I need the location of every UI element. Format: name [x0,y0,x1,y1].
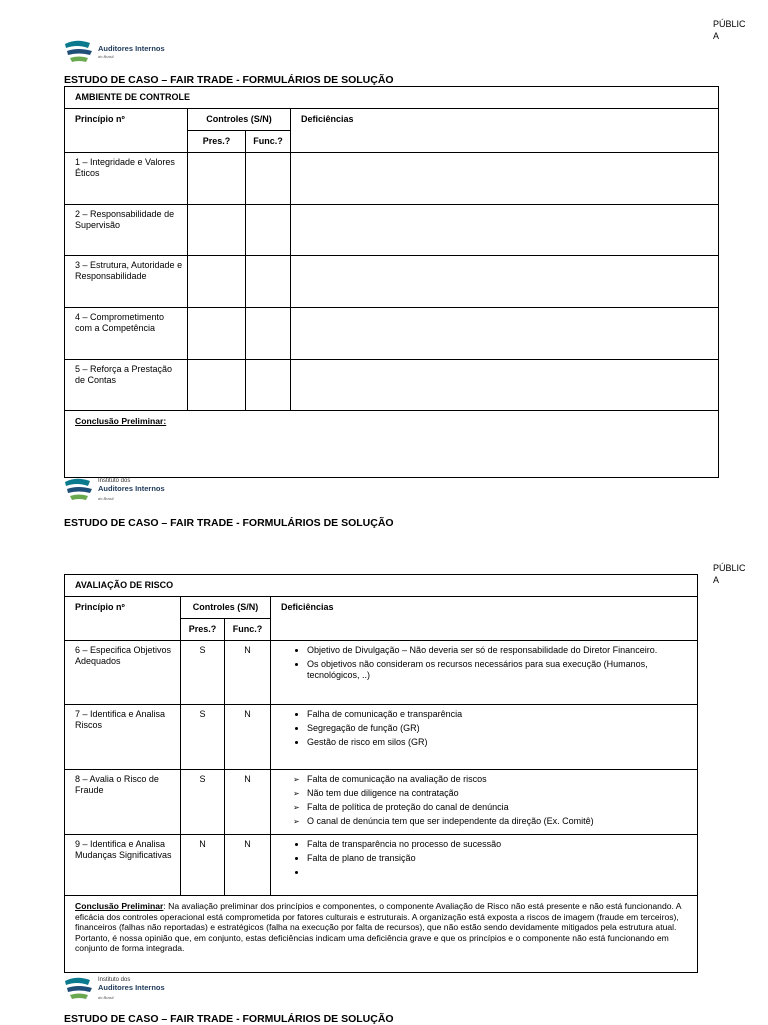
func-cell: N [225,641,271,705]
deficiency-item: ➢ Falta de política de proteção do canal de denúncia [293,802,687,813]
col-controls: Controles (S/N) [188,109,291,131]
pres-cell: S [181,705,225,770]
func-cell [246,153,291,205]
principle-cell: 7 – Identifica e Analisa Riscos [65,705,181,770]
col-deficiencies: Deficiências [291,109,719,153]
deficiency-item: ➢ O canal de denúncia tem que ser independente da direção (Ex. Comitê) [293,816,687,827]
col-principle: Princípio nº [65,109,188,153]
pres-cell [188,205,246,256]
table-row [65,770,698,835]
col-controls: Controles (S/N) [181,597,271,619]
logo-mark-icon [64,40,96,64]
col-func: Func.? [225,619,271,641]
pres-cell: S [181,770,225,835]
deficiency-cell [271,835,698,896]
table-row [65,205,719,256]
conclusion-label: Conclusão Preliminar [75,901,164,911]
col-pres: Pres.? [188,131,246,153]
principle-cell: 4 – Comprometimento com a Competência [65,308,188,360]
deficiency-item: • Segregação de função (GR) [307,723,687,734]
deficiency-item: ➢ Falta de comunicação na avaliação de riscos [293,774,687,785]
deficiency-cell [291,256,719,308]
page-heading: ESTUDO DE CASO – FAIR TRADE - FORMULÁRIOS DE SOLUÇÃO [64,1013,394,1025]
deficiency-item: • Gestão de risco em silos (GR) [307,737,687,748]
logo-mark-icon [64,977,96,1001]
table-row [65,835,698,896]
page-heading: ESTUDO DE CASO – FAIR TRADE - FORMULÁRIOS DE SOLUÇÃO [64,74,394,86]
func-cell [246,205,291,256]
pres-cell: S [181,641,225,705]
logo: Instituto dos Auditores Internos do Brasil [64,478,174,504]
table-title: AMBIENTE DE CONTROLE [65,87,719,109]
table-row [65,153,719,205]
deficiency-item: ➢ Não tem due diligence na contratação [293,788,687,799]
principle-cell: 2 – Responsabilidade de Supervisão [65,205,188,256]
principle-cell: 8 – Avalia o Risco de Fraude [65,770,181,835]
deficiency-cell [291,360,719,411]
logo-mark-icon [64,478,96,502]
principle-cell: 9 – Identifica e Analisa Mudanças Significativas [65,835,181,896]
table-row [65,360,719,411]
func-cell [246,256,291,308]
public-label: PÚBLIC A [713,19,746,41]
table-title: AVALIAÇÃO DE RISCO [65,575,698,597]
pres-cell [188,256,246,308]
deficiency-item: • Falta de transparência no processo de sucessão [307,839,687,850]
conclusion-label: Conclusão Preliminar: [75,416,167,426]
pres-cell [188,308,246,360]
col-pres: Pres.? [181,619,225,641]
func-cell: N [225,770,271,835]
principle-cell: 1 – Integridade e Valores Éticos [65,153,188,205]
deficiency-item: • Objetivo de Divulgação – Não deveria ser só de responsabilidade do Diretor Financeiro. [307,645,687,656]
func-cell [246,308,291,360]
func-cell: N [225,705,271,770]
deficiency-cell [291,205,719,256]
pres-cell [188,360,246,411]
deficiency-cell [271,705,698,770]
principle-cell: 6 – Especifica Objetivos Adequados [65,641,181,705]
deficiency-item: • Os objetivos não consideram os recursos necessários para sua execução (Humanos, tecnológicos, ..) [307,659,687,681]
risk-assessment-table [64,574,698,973]
table-row [65,256,719,308]
control-environment-table [64,86,719,478]
principle-cell: 5 – Reforça a Prestação de Contas [65,360,188,411]
public-label: PÚBLIC A [713,563,746,585]
table-row [65,705,698,770]
page-heading: ESTUDO DE CASO – FAIR TRADE - FORMULÁRIOS DE SOLUÇÃO [64,517,394,529]
deficiency-item: • Falha de comunicação e transparência [307,709,687,720]
deficiency-cell [271,770,698,835]
conclusion-cell [65,411,719,478]
pres-cell: N [181,835,225,896]
logo: Auditores Internos do Brasil [64,40,174,66]
func-cell [246,360,291,411]
pres-cell [188,153,246,205]
func-cell: N [225,835,271,896]
logo: Instituto dos Auditores Internos do Brasil [64,977,174,1003]
conclusion-text: : Na avaliação preliminar dos princípios e componentes, o componente Avaliação de Risco não está presente e não está funcionando. A eficácia dos controles operacional está comprometida por fatores culturais e estruturais. A organização está exposta a riscos de imagem (fraude em terceiros), financeiros (falhas não reportadas) e estratégicos (falha na execução por falta de recursos), que não estão sendo devidamente mitigados pela estrutura atual. Portanto, é nossa opinião que, em conjunto, estas deficiências indicam uma deficiência grave e que os princípios e o componente não está funcionando em conjunto de forma integrada. [75,901,682,953]
col-deficiencies: Deficiências [271,597,698,641]
deficiency-cell [291,153,719,205]
deficiency-item [307,867,687,878]
col-func: Func.? [246,131,291,153]
deficiency-item: • Falta de plano de transição [307,853,687,864]
deficiency-cell [291,308,719,360]
table-row [65,308,719,360]
table-row [65,641,698,705]
col-principle: Princípio nº [65,597,181,641]
deficiency-cell [271,641,698,705]
principle-cell: 3 – Estrutura, Autoridade e Responsabilidade [65,256,188,308]
conclusion-cell [65,896,698,973]
